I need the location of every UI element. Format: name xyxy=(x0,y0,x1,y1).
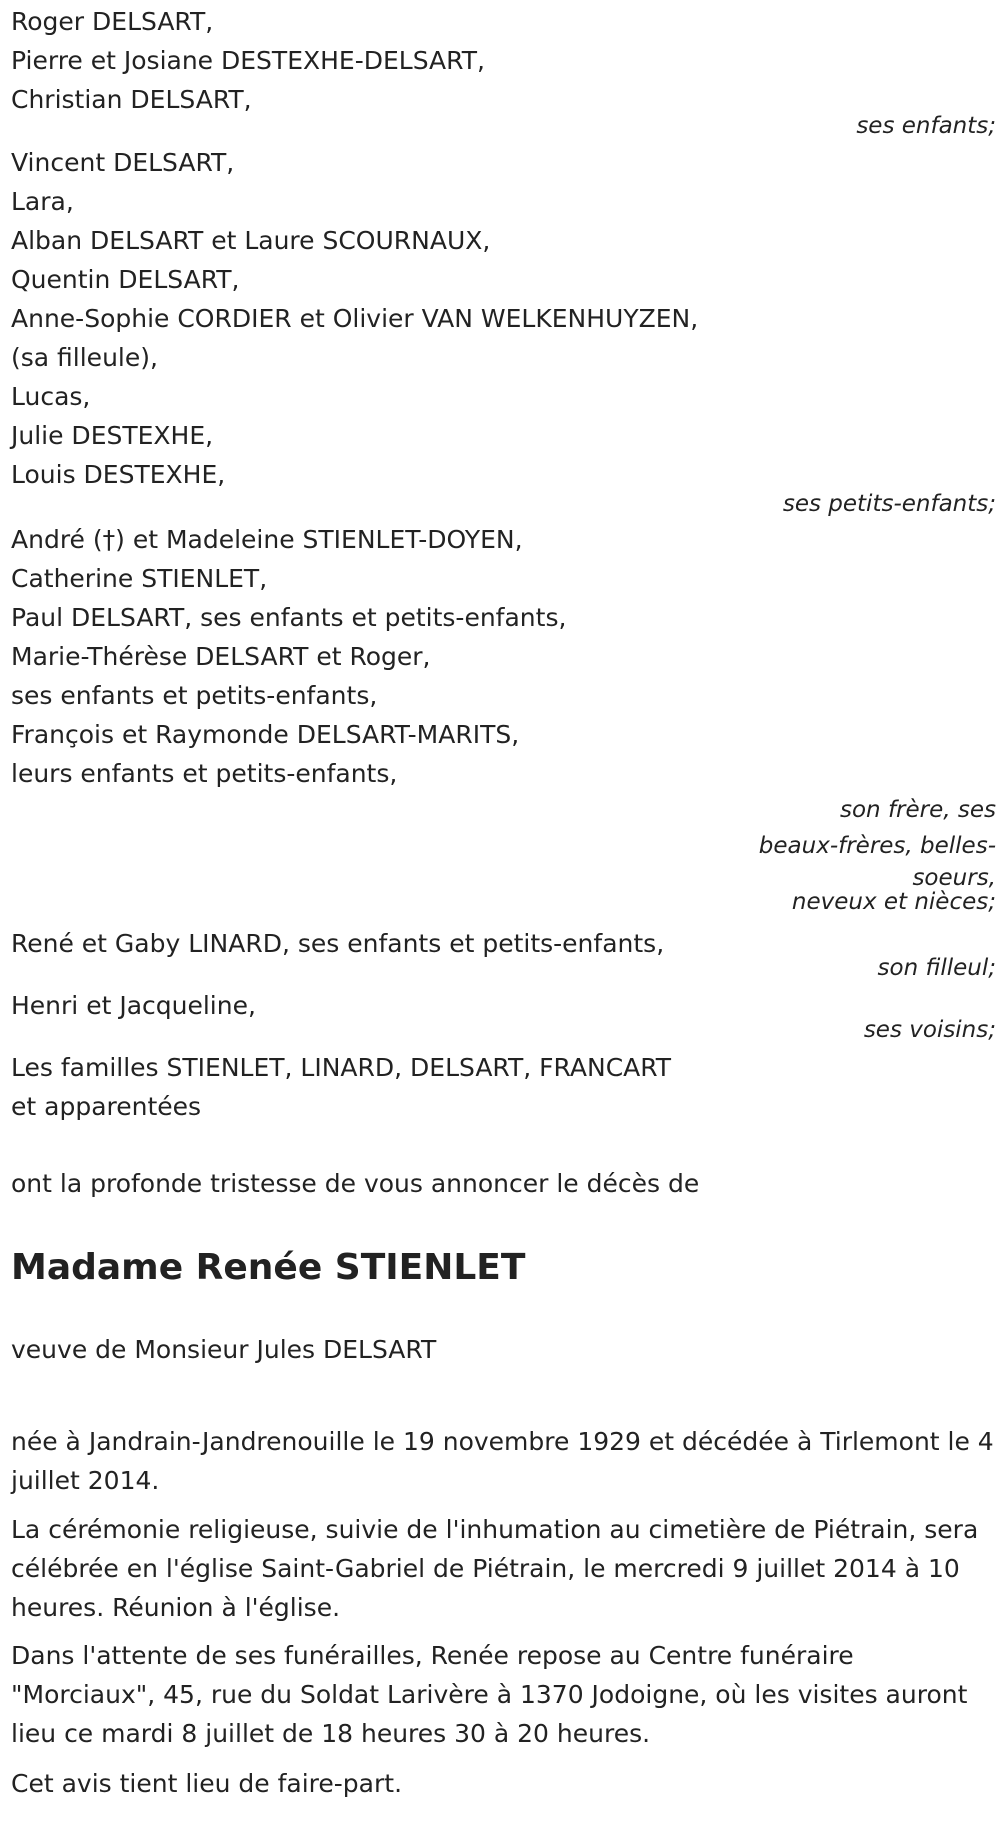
family-line: François et Raymonde DELSART-MARITS, xyxy=(11,720,520,749)
family-line: Lara, xyxy=(11,187,74,216)
family-line: et apparentées xyxy=(11,1092,202,1121)
relation-label-siblings: neveux et nièces; xyxy=(791,889,996,915)
family-line: leurs enfants et petits-enfants, xyxy=(11,759,398,788)
relation-label-siblings: soeurs, xyxy=(912,865,996,891)
family-line: Lucas, xyxy=(11,382,91,411)
family-line: Marie-Thérèse DELSART et Roger, xyxy=(11,642,431,671)
family-group-grandchildren xyxy=(11,143,996,494)
closing-note: Cet avis tient lieu de faire-part. xyxy=(11,1769,403,1798)
relation-label-godson: son filleul; xyxy=(877,955,996,981)
family-line: René et Gaby LINARD, ses enfants et petits-enfants, xyxy=(11,929,665,958)
family-line: André (†) et Madeleine STIENLET-DOYEN, xyxy=(11,525,523,554)
family-line: Anne-Sophie CORDIER et Olivier VAN WELKENHUYZEN, xyxy=(11,304,699,333)
family-line: Catherine STIENLET, xyxy=(11,564,268,593)
birth-death-paragraph: née à Jandrain-Jandrenouille le 19 novembre 1929 et décédée à Tirlemont le 4 juillet 2014. xyxy=(11,1427,994,1495)
family-line: Pierre et Josiane DESTEXHE-DELSART, xyxy=(11,46,485,75)
family-line: (sa filleule), xyxy=(11,343,158,372)
family-line: Julie DESTEXHE, xyxy=(11,421,214,450)
family-group-siblings xyxy=(11,520,996,793)
relation-label-siblings: son frère, ses xyxy=(840,797,996,823)
widow-of-text: veuve de Monsieur Jules DELSART xyxy=(11,1335,437,1364)
family-line: Vincent DELSART, xyxy=(11,148,235,177)
family-line: Alban DELSART et Laure SCOURNAUX, xyxy=(11,226,491,255)
family-line: Roger DELSART, xyxy=(11,7,214,36)
family-line: Christian DELSART, xyxy=(11,85,252,114)
family-line: Henri et Jacqueline, xyxy=(11,991,256,1020)
family-group-families xyxy=(11,1048,996,1126)
ceremony-paragraph: La cérémonie religieuse, suivie de l'inhumation au cimetière de Piétrain, sera célébrée en l'église Saint-Gabriel de Piétrain, le mercredi 9 juillet 2014 à 10 heures. Réunion à l'église. xyxy=(11,1515,979,1622)
relation-label-children: ses enfants; xyxy=(856,113,996,139)
family-line: Paul DELSART, ses enfants et petits-enfants, xyxy=(11,603,567,632)
family-line: ses enfants et petits-enfants, xyxy=(11,681,378,710)
deceased-name: Madame Renée STIENLET xyxy=(11,1247,526,1288)
visitation-paragraph: Dans l'attente de ses funérailles, Renée repose au Centre funéraire "Morciaux", 45, rue du Soldat Larivère à 1370 Jodoigne, où les visites auront lieu ce mardi 8 juillet de 18 heures 30 à 20 heures. xyxy=(11,1641,968,1748)
relation-label-neighbours: ses voisins; xyxy=(863,1017,996,1043)
family-line: Louis DESTEXHE, xyxy=(11,460,226,489)
family-group-children xyxy=(11,2,996,119)
announcement-text: ont la profonde tristesse de vous annoncer le décès de xyxy=(11,1169,700,1198)
relation-label-grandchildren: ses petits-enfants; xyxy=(782,491,996,517)
family-line: Les familles STIENLET, LINARD, DELSART, FRANCART xyxy=(11,1053,672,1082)
relation-label-siblings: beaux-frères, belles- xyxy=(758,833,996,859)
family-line: Quentin DELSART, xyxy=(11,265,240,294)
